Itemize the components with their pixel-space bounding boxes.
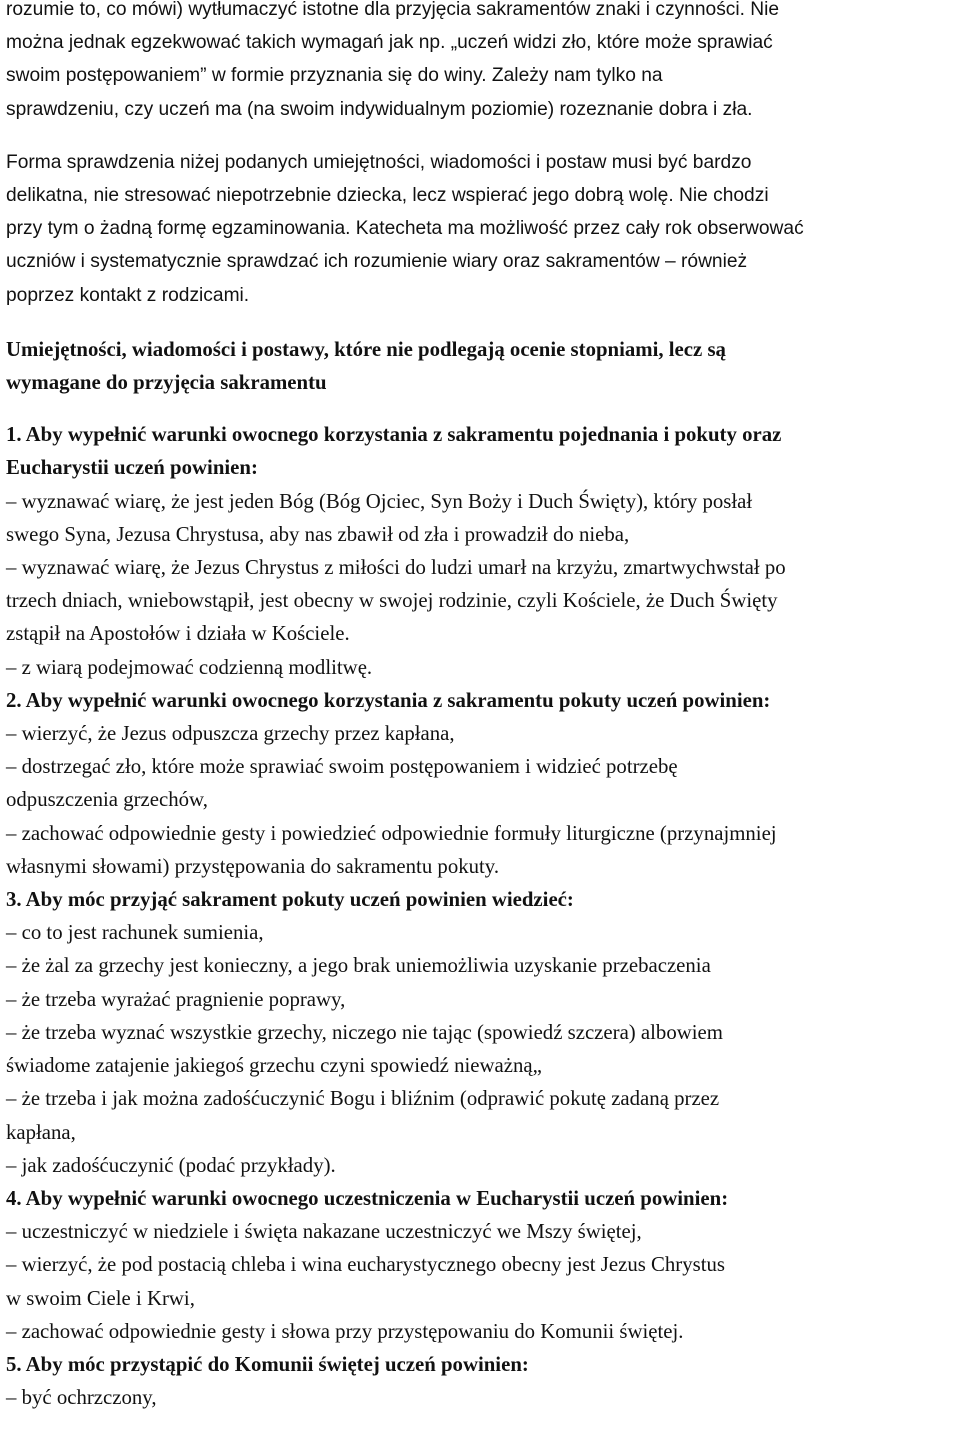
list-item: kapłana, xyxy=(6,1120,76,1144)
section-3 xyxy=(6,883,946,1182)
text-line: rozumie to, co mówi) wytłumaczyć istotne dla przyjęcia sakramentów znaki i czynności. Nie xyxy=(6,0,780,20)
section-heading xyxy=(6,333,946,399)
list-item: – z wiarą podejmować codzienną modlitwę. xyxy=(6,655,373,679)
list-item: świadome zatajenie jakiegoś grzechu czyni spowiedź nieważną„ xyxy=(6,1054,542,1078)
list-item: – wierzyć, że Jezus odpuszcza grzechy przez kapłana, xyxy=(6,722,455,746)
text-line: poprzez kontakt z rodzicami. xyxy=(6,284,250,306)
section-2-heading: 2. Aby wypełnić warunki owocnego korzystania z sakramentu pokuty uczeń powinien: xyxy=(6,688,771,712)
section-4 xyxy=(6,1182,946,1348)
text-line: swoim postępowaniem” w formie przyznania się do winy. Zależy nam tylko na xyxy=(6,65,663,87)
section-1-heading: Eucharystii uczeń powinien: xyxy=(6,456,258,480)
list-item: – że żal za grzechy jest konieczny, a jego brak uniemożliwia uzyskanie przebaczenia xyxy=(6,954,711,978)
section-4-heading: 4. Aby wypełnić warunki owocnego uczestniczenia w Eucharystii uczeń powinien: xyxy=(6,1186,729,1210)
assessment-paragraph xyxy=(6,146,946,312)
list-item: – uczestniczyć w niedziele i święta nakazane uczestniczyć we Mszy świętej, xyxy=(6,1220,642,1244)
list-item: – co to jest rachunek sumienia, xyxy=(6,921,264,945)
list-item: własnymi słowami) przystępowania do sakramentu pokuty. xyxy=(6,854,500,878)
section-5 xyxy=(6,1348,946,1414)
list-item: swego Syna, Jezusa Chrystusa, aby nas zbawił od zła i prowadził do nieba, xyxy=(6,522,630,546)
list-item: – wierzyć, że pod postacią chleba i wina eucharystycznego obecny jest Jezus Chrystus xyxy=(6,1253,725,1277)
list-item: – dostrzegać zło, które może sprawiać swoim postępowaniem i widzieć potrzebę xyxy=(6,755,678,779)
list-item: – wyznawać wiarę, że Jezus Chrystus z miłości do ludzi umarł na krzyżu, zmartwychwstał po xyxy=(6,556,786,580)
section-3-heading: 3. Aby móc przyjąć sakrament pokuty uczeń powinien wiedzieć: xyxy=(6,888,574,912)
list-item: – że trzeba wyrażać pragnienie poprawy, xyxy=(6,987,346,1011)
document-page xyxy=(6,0,946,1414)
list-item: – wyznawać wiarę, że jest jeden Bóg (Bóg Ojciec, Syn Boży i Duch Święty), który posłał xyxy=(6,489,753,513)
heading-line: wymagane do przyjęcia sakramentu xyxy=(6,371,327,395)
list-item: – zachować odpowiednie gesty i powiedzieć odpowiednie formuły liturgiczne (przynajmniej xyxy=(6,821,777,845)
text-line: uczniów i systematycznie sprawdzać ich rozumienie wiary oraz sakramentów – również xyxy=(6,251,748,273)
list-item: – jak zadośćuczynić (podać przykłady). xyxy=(6,1153,336,1177)
requirements-list xyxy=(6,418,946,1414)
text-line: delikatna, nie stresować niepotrzebnie dziecka, lecz wspierać jego dobrą wolę. Nie chodzi xyxy=(6,185,769,207)
list-item: odpuszczenia grzechów, xyxy=(6,788,208,812)
section-2 xyxy=(6,684,946,883)
list-item: – być ochrzczony, xyxy=(6,1386,157,1410)
list-item: zstąpił na Apostołów i działa w Kościele. xyxy=(6,622,350,646)
text-line: przy tym o żadną formę egzaminowania. Katecheta ma możliwość przez cały rok obserwować xyxy=(6,218,804,240)
list-item: – że trzeba i jak można zadośćuczynić Bogu i bliźnim (odprawić pokutę zadaną przez xyxy=(6,1087,720,1111)
heading-line: Umiejętności, wiadomości i postawy, które nie podlegają ocenie stopniami, lecz są xyxy=(6,337,726,361)
section-1 xyxy=(6,418,946,684)
text-line: Forma sprawdzenia niżej podanych umiejętności, wiadomości i postaw musi być bardzo xyxy=(6,151,752,173)
list-item: – zachować odpowiednie gesty i słowa przy przystępowaniu do Komunii świętej. xyxy=(6,1319,684,1343)
list-item: trzech dniach, wniebowstąpił, jest obecny w swojej rodzinie, czyli Kościele, że Duch Święty xyxy=(6,589,778,613)
intro-paragraph xyxy=(6,0,946,126)
list-item: w swoim Ciele i Krwi, xyxy=(6,1286,195,1310)
text-line: można jednak egzekwować takich wymagań jak np. „uczeń widzi zło, które może sprawiać xyxy=(6,32,773,54)
list-item: – że trzeba wyznać wszystkie grzechy, niczego nie tając (spowiedź szczera) albowiem xyxy=(6,1020,723,1044)
text-line: sprawdzeniu, czy uczeń ma (na swoim indywidualnym poziomie) rozeznanie dobra i zła. xyxy=(6,98,753,120)
section-1-heading: 1. Aby wypełnić warunki owocnego korzystania z sakramentu pojednania i pokuty oraz xyxy=(6,423,782,447)
section-5-heading: 5. Aby móc przystąpić do Komunii świętej uczeń powinien: xyxy=(6,1352,529,1376)
